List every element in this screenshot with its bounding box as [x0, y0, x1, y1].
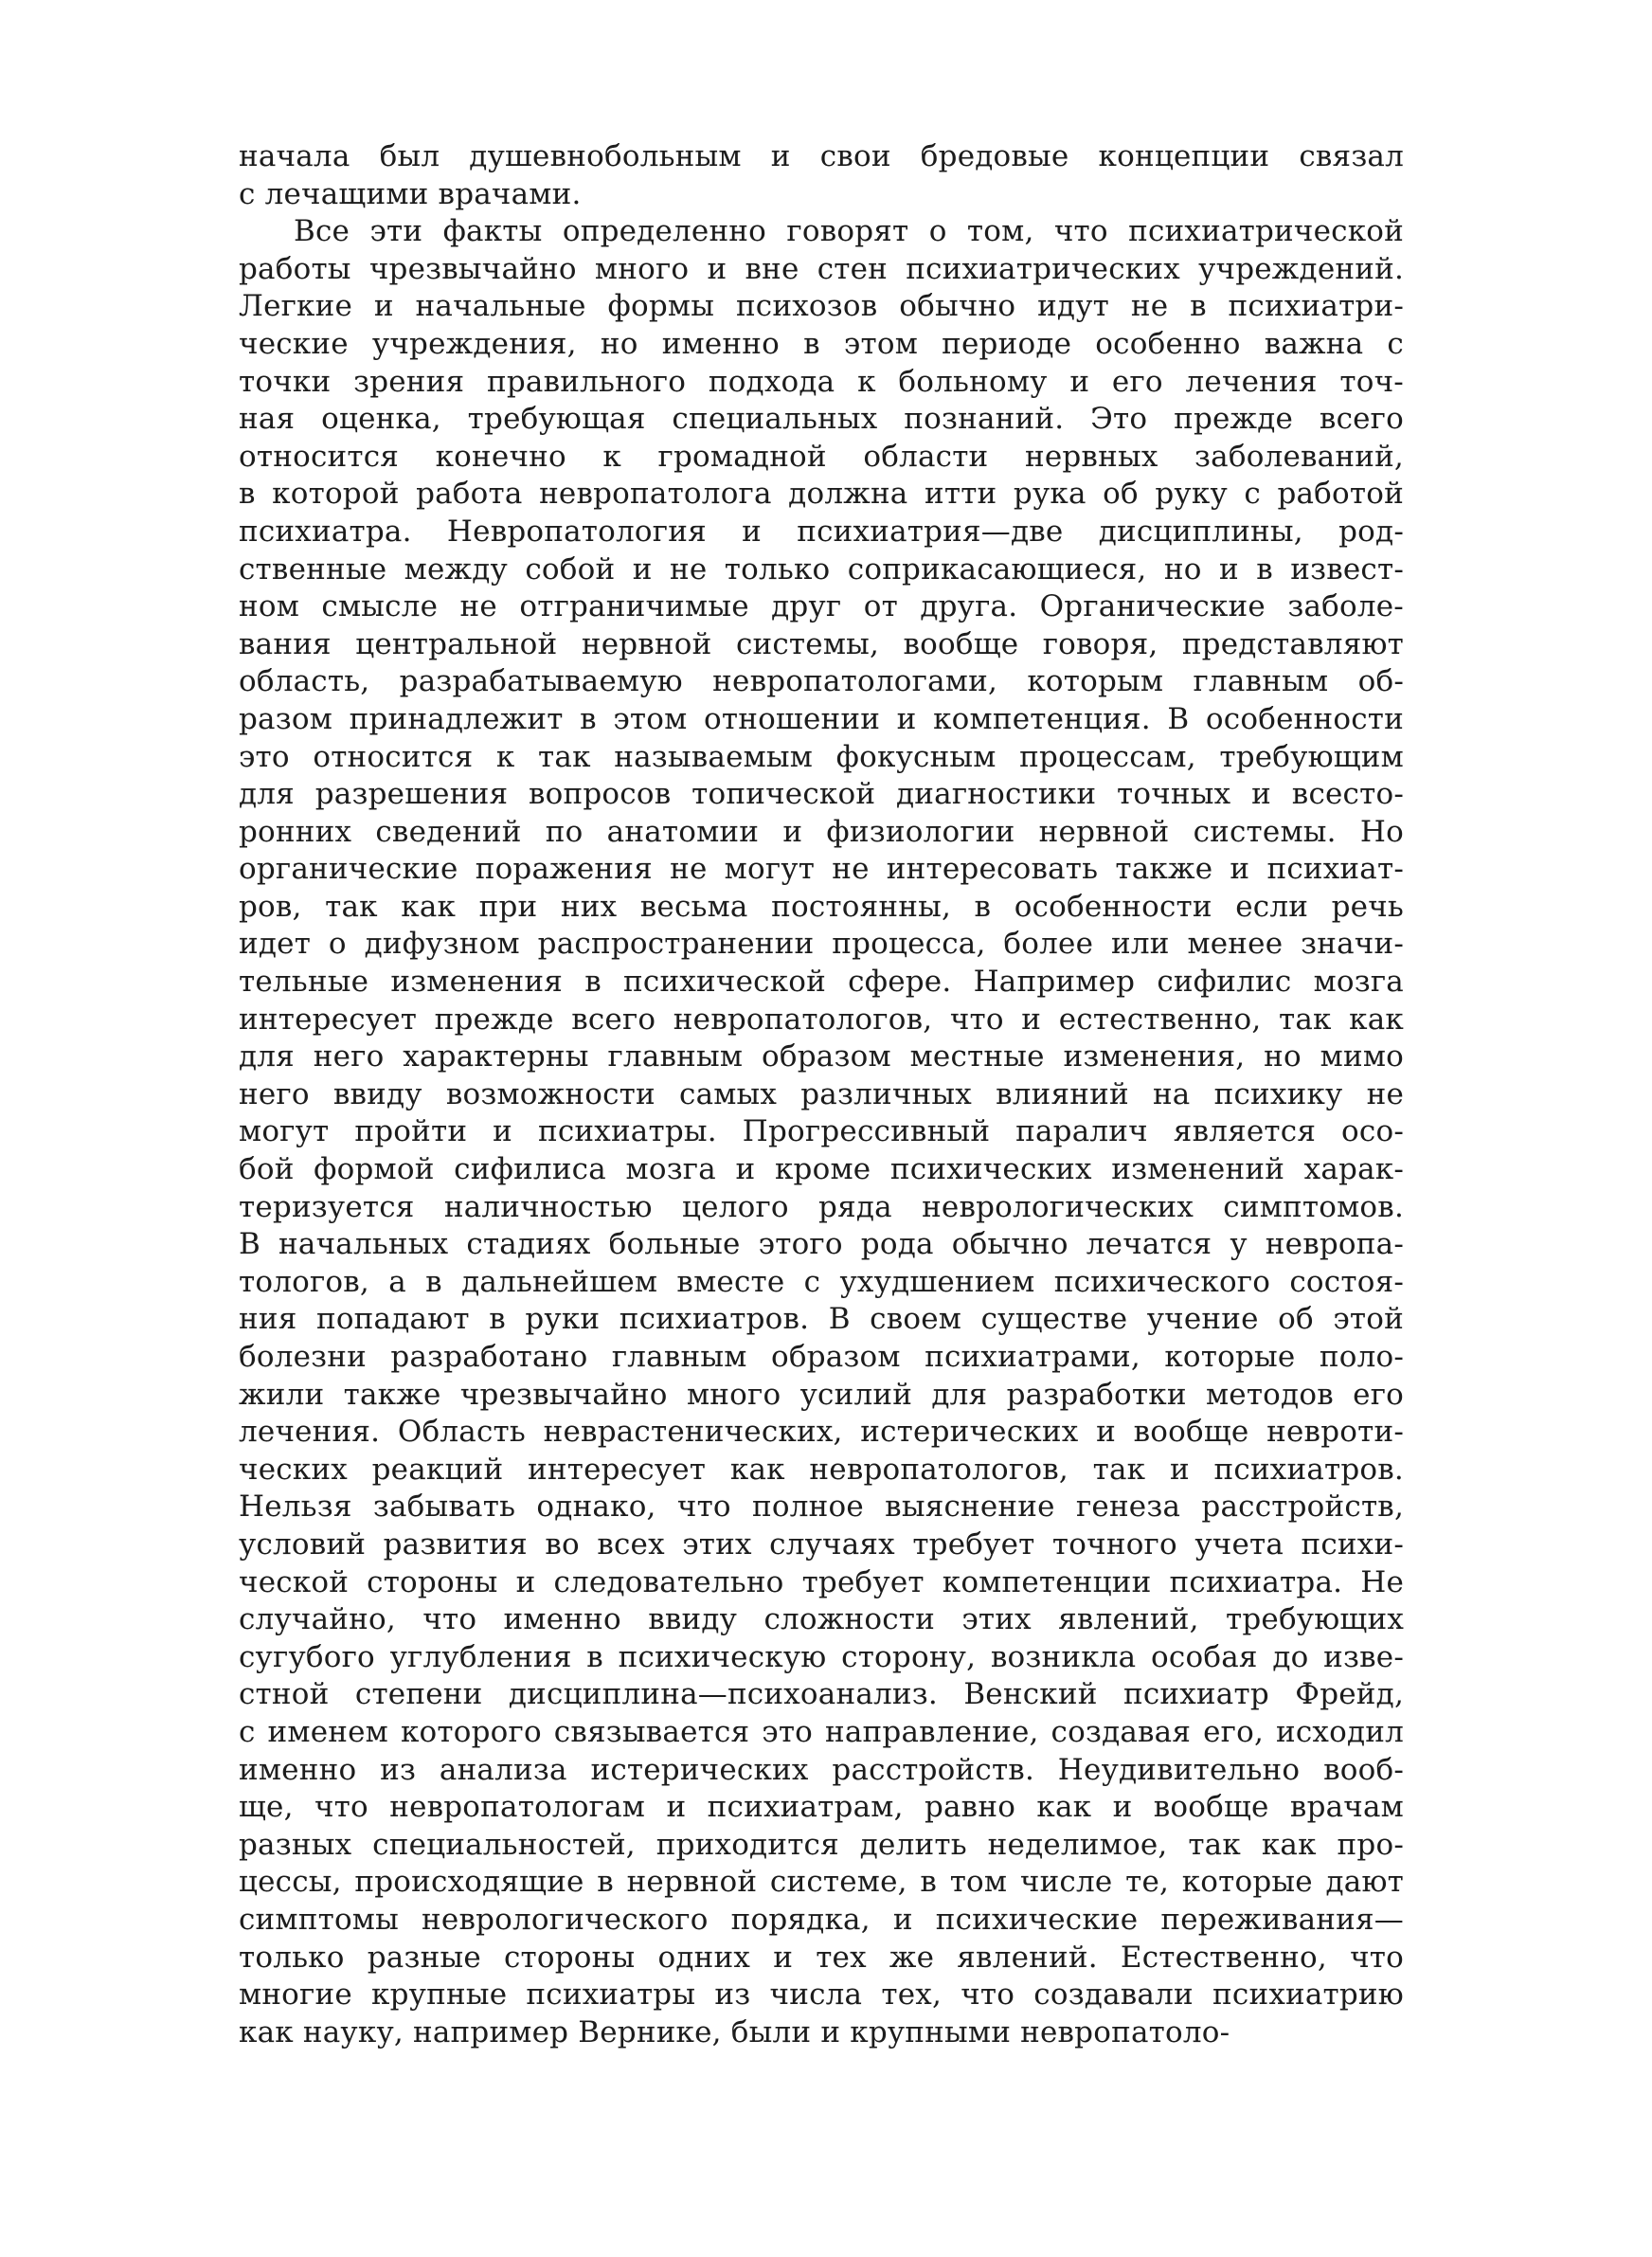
text-line: него ввиду возможности самых различных влияний на психику не	[239, 1076, 1404, 1111]
text-line: точки зрения правильного подхода к больному и его лечения точ-	[239, 364, 1404, 399]
text-line: ческих реакций интересует как невропатологов, так и психиатров.	[239, 1452, 1404, 1487]
text-line: симптомы неврологического порядка, и психические переживания—	[239, 1902, 1404, 1937]
text-line: сугубого углубления в психическую сторону, возникла особая до изве-	[239, 1639, 1404, 1674]
text-line: лечения. Область неврастенических, истерических и вообще невроти-	[239, 1415, 1404, 1450]
text-line: органические поражения не могут не интересовать также и психиат-	[239, 852, 1404, 887]
text-line: тологов, а в дальнейшем вместе с ухудшением психического состоя-	[239, 1264, 1404, 1299]
text-line: начала был душевнобольным и свои бредовые концепции связал	[239, 139, 1404, 173]
text-line: многие крупные психиатры из числа тех, что создавали психиатрию	[239, 1977, 1404, 2013]
text-line: Нельзя забывать однако, что полное выяснение генеза расстройств,	[239, 1490, 1404, 1525]
text-line: могут пройти и психиатры. Прогрессивный паралич является осо-	[239, 1114, 1404, 1149]
text-line: Легкие и начальные формы психозов обычно идут не в психиатри-	[239, 289, 1404, 324]
text-line: стной степени дисциплина—психоанализ. Венский психиатр Фрейд,	[239, 1677, 1404, 1712]
text-line: ческие учреждения, но именно в этом периоде особенно важна с	[239, 326, 1404, 361]
text-line: ронних сведений по анатомии и физиологии нервной системы. Но	[239, 814, 1404, 849]
text-line: как науку, например Вернике, были и крупными невропатоло-	[239, 2014, 1230, 2049]
text-line: разом принадлежит в этом отношении и компетенция. В особенности	[239, 701, 1404, 736]
text-line: именно из анализа истерических расстройств. Неудивительно вооб-	[239, 1752, 1404, 1787]
text-line: Все эти факты определенно говорят о том, что психиатрической	[294, 214, 1404, 249]
text-line: бой формой сифилиса мозга и кроме психических изменений харак-	[239, 1152, 1404, 1187]
text-line: ния попадают в руки психиатров. В своем существе учение об этой	[239, 1302, 1404, 1337]
text-line: цессы, происходящие в нервной системе, в том числе те, которые дают	[239, 1865, 1404, 1900]
text-line: ще, что невропатологам и психиатрам, равно как и вообще врачам	[239, 1790, 1404, 1825]
text-line: интересует прежде всего невропатологов, что и естественно, так как	[239, 1002, 1404, 1037]
text-line: относится конечно к громадной области нервных заболеваний,	[239, 439, 1404, 474]
text-line: ном смысле не отграничимые друг от друга. Органические заболе-	[239, 589, 1404, 624]
text-line: в которой работа невропатолога должна итти рука об руку с работой	[239, 477, 1404, 512]
text-line: область, разрабатываемую невропатологами, которым главным об-	[239, 664, 1404, 699]
text-line: болезни разработано главным образом психиатрами, которые поло-	[239, 1340, 1404, 1374]
text-line: тельные изменения в психической сфере. Например сифилис мозга	[239, 965, 1404, 1000]
text-line: В начальных стадиях больные этого рода обычно лечатся у невропа-	[239, 1227, 1404, 1262]
text-line: работы чрезвычайно много и вне стен психиатрических учреждений.	[239, 251, 1404, 286]
text-line: случайно, что именно ввиду сложности этих явлений, требующих	[239, 1602, 1404, 1637]
text-line: психиатра. Невропатология и психиатрия—две дисциплины, род-	[239, 514, 1404, 549]
text-line: условий развития во всех этих случаях требует точного учета психи-	[239, 1526, 1404, 1562]
text-line: ная оценка, требующая специальных познаний. Это прежде всего	[239, 402, 1404, 437]
text-line: это относится к так называемым фокусным процессам, требующим	[239, 739, 1404, 774]
text-line: для разрешения вопросов топической диагностики точных и всесто-	[239, 777, 1404, 812]
text-line: ров, так как при них весьма постоянны, в особенности если речь	[239, 889, 1404, 924]
text-line: разных специальностей, приходится делить неделимое, так как про-	[239, 1827, 1404, 1862]
text-line: теризуется наличностью целого ряда неврологических симптомов.	[239, 1189, 1404, 1224]
text-line: идет о дифузном распространении процесса, более или менее значи-	[239, 927, 1404, 962]
text-line: ческой стороны и следовательно требует компетенции психиатра. Не	[239, 1564, 1404, 1599]
text-line: ственные между собой и не только соприкасающиеся, но и в извест-	[239, 551, 1404, 587]
text-line: жили также чрезвычайно много усилий для разработки методов его	[239, 1377, 1404, 1412]
text-line: с лечащими врачами.	[239, 176, 582, 211]
text-line: для него характерны главным образом местные изменения, но мимо	[239, 1039, 1404, 1074]
paragraph	[239, 213, 1404, 2051]
text-line: только разные стороны одних и тех же явлений. Естественно, что	[239, 1940, 1404, 1975]
body-text	[239, 138, 1404, 2051]
text-line: с именем которого связывается это направление, создавая его, исходил	[239, 1714, 1404, 1749]
text-line: вания центральной нервной системы, вообще говоря, представляют	[239, 626, 1404, 661]
paragraph	[239, 138, 1404, 213]
